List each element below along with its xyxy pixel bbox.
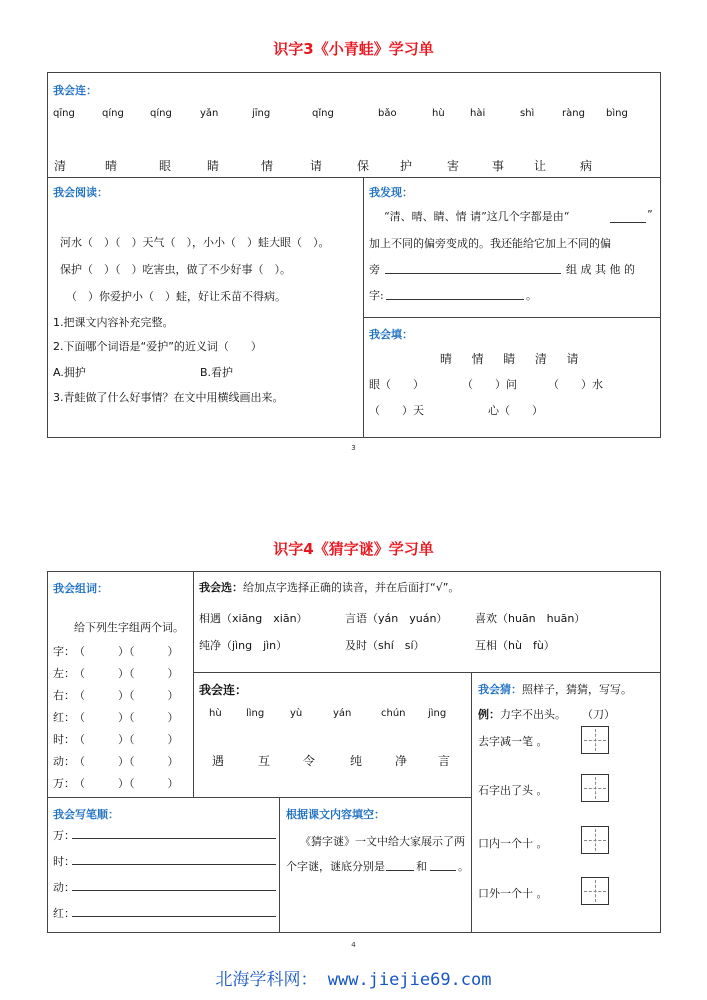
divider [47, 177, 661, 178]
question-3: 3.青蛙做了什么好事情？在文中用横线画出来。 [53, 391, 284, 404]
zuci-char: 动： [53, 755, 75, 768]
discover-line: 加上不同的偏旁变成的。我还能给它加上不同的偏 [369, 237, 611, 250]
char-item[interactable]: 事 [492, 159, 505, 173]
guess-instruction: 照样子，猜猜，写写。 [522, 683, 632, 696]
char-item[interactable]: 言 [438, 754, 451, 768]
zuci-char: 时： [53, 733, 75, 746]
zuci-instruction: 给下列生字组两个词。 [74, 621, 184, 634]
divider [193, 571, 194, 797]
guess-example [478, 706, 566, 722]
zuci-blanks[interactable]: （ ）（ ） [74, 755, 179, 768]
select-header [199, 579, 459, 595]
footer-watermark[interactable]: 北海学科网： www.jiejie69.com [215, 970, 492, 990]
pinyin-item[interactable]: hài [470, 108, 486, 119]
page2-title: 识字4《猜字谜》学习单 [273, 540, 434, 558]
char-item[interactable]: 情 [261, 159, 274, 173]
divider [363, 177, 364, 437]
zuci-blanks[interactable]: （ ）（ ） [74, 645, 179, 658]
riddle: 石字出了头 。 [478, 784, 548, 797]
answer-blank[interactable] [610, 222, 646, 223]
select-heading: 我会选： [199, 581, 243, 594]
select-item[interactable]: 言语（yán yuán） [345, 612, 448, 625]
pinyin-item[interactable]: yù [290, 708, 303, 719]
char-item[interactable]: 眼 [159, 159, 172, 173]
reading-line: 河水（ ）（ ）天气（ ），小小（ ）蛙大眼（ ）。 [60, 236, 330, 249]
fill-item: （ ）水 [548, 378, 603, 391]
writing-grid[interactable] [581, 826, 609, 854]
char-item[interactable]: 遇 [212, 754, 225, 768]
riddle: 去字减一笔 。 [478, 735, 548, 748]
select-item[interactable]: 相遇（xiāng xiān） [199, 612, 308, 625]
divider [363, 317, 661, 318]
pinyin-item[interactable]: qíng [150, 108, 172, 119]
stroke-char: 时： [53, 855, 75, 868]
stroke-line[interactable] [72, 890, 276, 891]
discover-line: 字: [369, 289, 384, 302]
fill-item: （ ）问 [462, 378, 517, 391]
fill-heading: 我会填： [369, 328, 413, 341]
select-item[interactable]: 互相（hù fù） [475, 639, 555, 652]
char-item[interactable]: 纯 [350, 754, 363, 768]
guess-heading: 我会猜： [478, 683, 522, 696]
stroke-line[interactable] [72, 916, 276, 917]
select-instruction: 给加点字选择正确的读音，并在后面打“√”。 [243, 581, 460, 594]
fill-item: （ ）天 [369, 404, 424, 417]
fillin-line: 。 [458, 860, 469, 873]
page-number: 3 [351, 444, 356, 452]
page1-title: 识字3《小青蛙》学习单 [273, 40, 434, 58]
char-item[interactable]: 令 [303, 754, 316, 768]
riddle: 口外一个十 。 [478, 887, 548, 900]
pinyin-item[interactable]: jìng [428, 708, 447, 719]
char-item[interactable]: 清 [54, 159, 67, 173]
question-2: 2.下面哪个词语是“爱护”的近义词（ ） [53, 340, 262, 353]
question-1: 1.把课文内容补充完整。 [53, 316, 174, 329]
pinyin-item[interactable]: hù [209, 708, 222, 719]
reading-line: （ ）你爱护小（ ）蛙，好让禾苗不得病。 [66, 290, 286, 303]
stroke-char: 动： [53, 881, 75, 894]
zuci-heading: 我会组词： [53, 582, 108, 595]
writing-grid[interactable] [581, 877, 609, 905]
zuci-blanks[interactable]: （ ）（ ） [74, 711, 179, 724]
pinyin-item[interactable]: yǎn [200, 108, 219, 119]
discover-line: 旁 [369, 263, 380, 276]
pinyin-item[interactable]: bìng [606, 108, 628, 119]
pinyin-item[interactable]: chún [381, 708, 406, 719]
riddle: 口内一个十 。 [478, 837, 548, 850]
divider [279, 797, 280, 932]
zuci-blanks[interactable]: （ ）（ ） [74, 667, 179, 680]
stroke-line[interactable] [72, 864, 276, 865]
answer-blank[interactable] [385, 273, 561, 274]
zuci-char: 红： [53, 711, 75, 724]
pinyin-item[interactable]: lìng [246, 708, 265, 719]
zuci-blanks[interactable]: （ ）（ ） [74, 777, 179, 790]
writing-grid[interactable] [581, 774, 609, 802]
select-item[interactable]: 纯净（jìng jìn） [199, 639, 288, 652]
char-item[interactable]: 护 [400, 159, 413, 173]
divider [47, 797, 472, 798]
zuci-char: 万： [53, 777, 75, 790]
char-item[interactable]: 让 [534, 159, 547, 173]
pinyin-item[interactable]: qíng [102, 108, 124, 119]
answer-blank[interactable] [386, 299, 524, 300]
fillin-line: 个字谜，谜底分别是 [286, 860, 385, 873]
select-item[interactable]: 喜欢（huān huān） [475, 612, 586, 625]
pinyin-item[interactable]: qǐng [312, 108, 334, 119]
reading-line: 保护（ ）（ ）吃害虫，做了不少好事（ ）。 [60, 263, 291, 276]
divider [471, 672, 472, 932]
example-label: 例： [478, 708, 500, 721]
discover-line: “清、晴、睛、情 请”这几个字都是由“ [384, 210, 570, 223]
pinyin-item[interactable]: qīng [53, 108, 75, 119]
fill-chars: 晴 情 睛 清 请 [440, 352, 579, 366]
fillin-line: 《猜字谜》一文中给大家展示了两 [300, 835, 465, 848]
answer-blank[interactable] [386, 870, 414, 871]
char-item[interactable]: 净 [395, 754, 408, 768]
page-number: 4 [351, 941, 356, 949]
discover-quote: ” [647, 208, 653, 221]
option-b: B.看护 [200, 366, 234, 379]
example-answer: （刀） [582, 708, 615, 721]
stroke-line[interactable] [72, 838, 276, 839]
stroke-heading: 我会写笔顺： [53, 808, 119, 821]
connect2-heading: 我会连： [199, 683, 248, 697]
pinyin-item[interactable]: yán [333, 708, 352, 719]
example-text: 力字不出头。 [500, 708, 566, 721]
pinyin-item[interactable]: jīng [252, 108, 271, 119]
select-item[interactable]: 及时（shí sí） [345, 639, 425, 652]
reading-heading: 我会阅读： [53, 186, 108, 199]
char-item[interactable]: 睛 [207, 159, 220, 173]
fillin-heading: 根据课文内容填空： [286, 808, 385, 821]
guess-header [478, 681, 632, 697]
fillin-line: 和 [416, 860, 427, 873]
zuci-char: 字： [53, 645, 75, 658]
fill-item: 心（ ） [488, 404, 543, 417]
zuci-blanks[interactable]: （ ）（ ） [74, 733, 179, 746]
divider [193, 672, 661, 673]
zuci-char: 右： [53, 689, 75, 702]
stroke-char: 红： [53, 907, 75, 920]
discover-line: 组 成 其 他 的 [566, 263, 635, 276]
zuci-blanks[interactable]: （ ）（ ） [74, 689, 179, 702]
char-item[interactable]: 保 [357, 159, 370, 173]
discover-heading: 我发现： [369, 186, 413, 199]
pinyin-item[interactable]: hù [432, 108, 445, 119]
discover-line: 。 [526, 289, 537, 302]
char-item[interactable]: 病 [580, 159, 593, 173]
char-item[interactable]: 害 [447, 159, 460, 173]
pinyin-item[interactable]: ràng [562, 108, 585, 119]
char-item[interactable]: 请 [310, 159, 323, 173]
pinyin-item[interactable]: bǎo [378, 108, 397, 119]
fill-item: 眼（ ） [369, 378, 424, 391]
option-a: A.拥护 [53, 366, 86, 379]
char-item[interactable]: 晴 [105, 159, 118, 173]
pinyin-item[interactable]: shì [520, 108, 535, 119]
writing-grid[interactable] [581, 726, 609, 754]
answer-blank[interactable] [430, 870, 456, 871]
connect-heading: 我会连： [53, 84, 97, 97]
stroke-char: 万： [53, 829, 75, 842]
char-item[interactable]: 互 [258, 754, 271, 768]
zuci-char: 左： [53, 667, 75, 680]
